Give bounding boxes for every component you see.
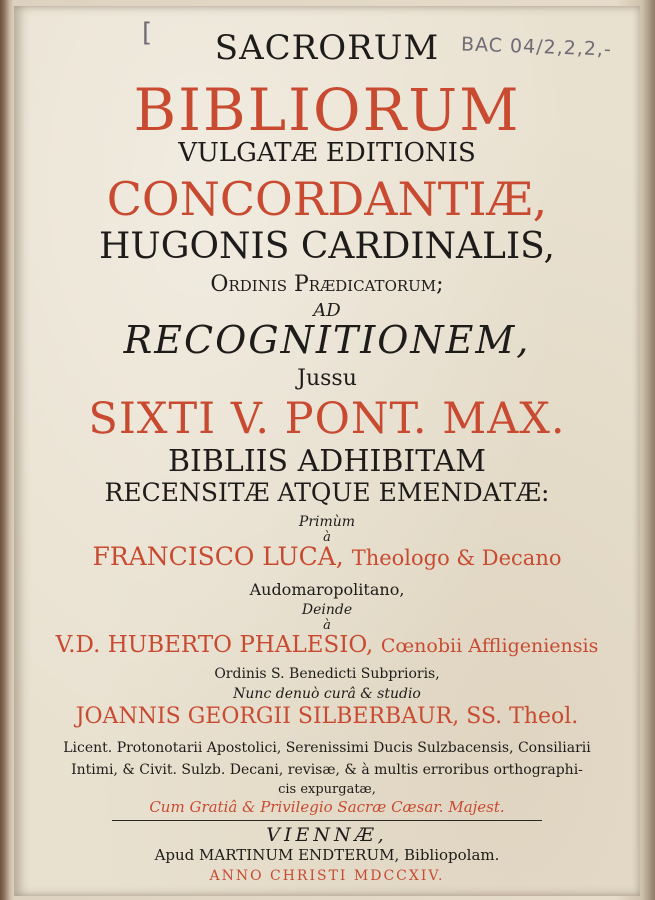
theologo-decano: Theologo & Decano	[351, 546, 562, 570]
francisco-luca: FRANCISCO LUCA,	[92, 542, 344, 571]
title-line-jussu: Jussu	[297, 366, 357, 391]
title-line-ordinis-praedicatorum: Ordinis Prædicatorum;	[210, 272, 444, 297]
imprint-apud: Apud	[154, 846, 195, 864]
handwritten-bracket: [	[142, 18, 153, 48]
title-line-concordantiae: CONCORDANTIÆ,	[106, 172, 548, 226]
title-line-a1: à	[323, 530, 331, 545]
title-line-phalesio	[14, 630, 640, 658]
handwritten-shelfmark: BAC 04/2,2,2,-	[460, 33, 613, 61]
title-line-benedicti: Ordinis S. Benedicti Subprioris,	[214, 666, 440, 682]
title-line-deinde: Deinde	[301, 602, 353, 618]
imprint-rule	[112, 820, 542, 821]
title-page	[14, 6, 640, 896]
title-line-recensitae: RECENSITÆ ATQUE EMENDATÆ:	[104, 478, 550, 507]
title-line-sacrorum: SACRORUM	[214, 28, 440, 68]
title-line-nunc-denuo: Nunc denuò curâ & studio	[233, 686, 421, 702]
title-line-ad: AD	[313, 300, 341, 321]
huberto-phalesio: V.D. HUBERTO PHALESIO,	[55, 632, 374, 658]
title-line-privilegio: Cum Gratiâ & Privilegio Sacræ Cæsar. Majest.	[149, 798, 505, 816]
title-line-primum: Primùm	[298, 514, 356, 530]
imprint-publisher	[14, 846, 640, 864]
title-line-bibliis: BIBLIIS ADHIBITAM	[167, 444, 487, 479]
title-line-intimi: Intimi, & Civit. Sulzb. Decani, revisæ, & à multis erroribus orthographi-	[71, 762, 583, 778]
title-line-bibliorum: BIBLIORUM	[133, 76, 521, 144]
title-line-silberbaur: JOANNIS GEORGII SILBERBAUR, SS. Theol.	[75, 704, 579, 729]
title-line-sixti: SIXTI V. PONT. MAX.	[88, 394, 566, 444]
imprint-endterum: MARTINUM ENDTERUM,	[199, 846, 400, 864]
title-line-audomaropolitano: Audomaropolitano,	[249, 580, 405, 599]
title-line-recognitionem: RECOGNITIONEM,	[123, 318, 531, 362]
title-line-vulgatae: VULGATÆ EDITIONIS	[178, 138, 476, 168]
title-line-expurgatae: cis expurgatæ,	[278, 782, 376, 797]
imprint-bibliopolam: Bibliopolam.	[404, 846, 500, 864]
coenobii-affligeniensis: Cœnobii Affligeniensis	[380, 635, 599, 657]
imprint-city: VIENNÆ,	[266, 824, 388, 846]
imprint-year: ANNO CHRISTI MDCCXIV.	[209, 868, 445, 884]
title-line-a2: à	[323, 618, 331, 633]
title-line-hugonis: HUGONIS CARDINALIS,	[98, 226, 555, 267]
title-line-francisco	[14, 542, 640, 571]
title-line-licent: Licent. Protonotarii Apostolici, Serenissimi Ducis Sulzbacensis, Consiliarii	[63, 740, 591, 756]
